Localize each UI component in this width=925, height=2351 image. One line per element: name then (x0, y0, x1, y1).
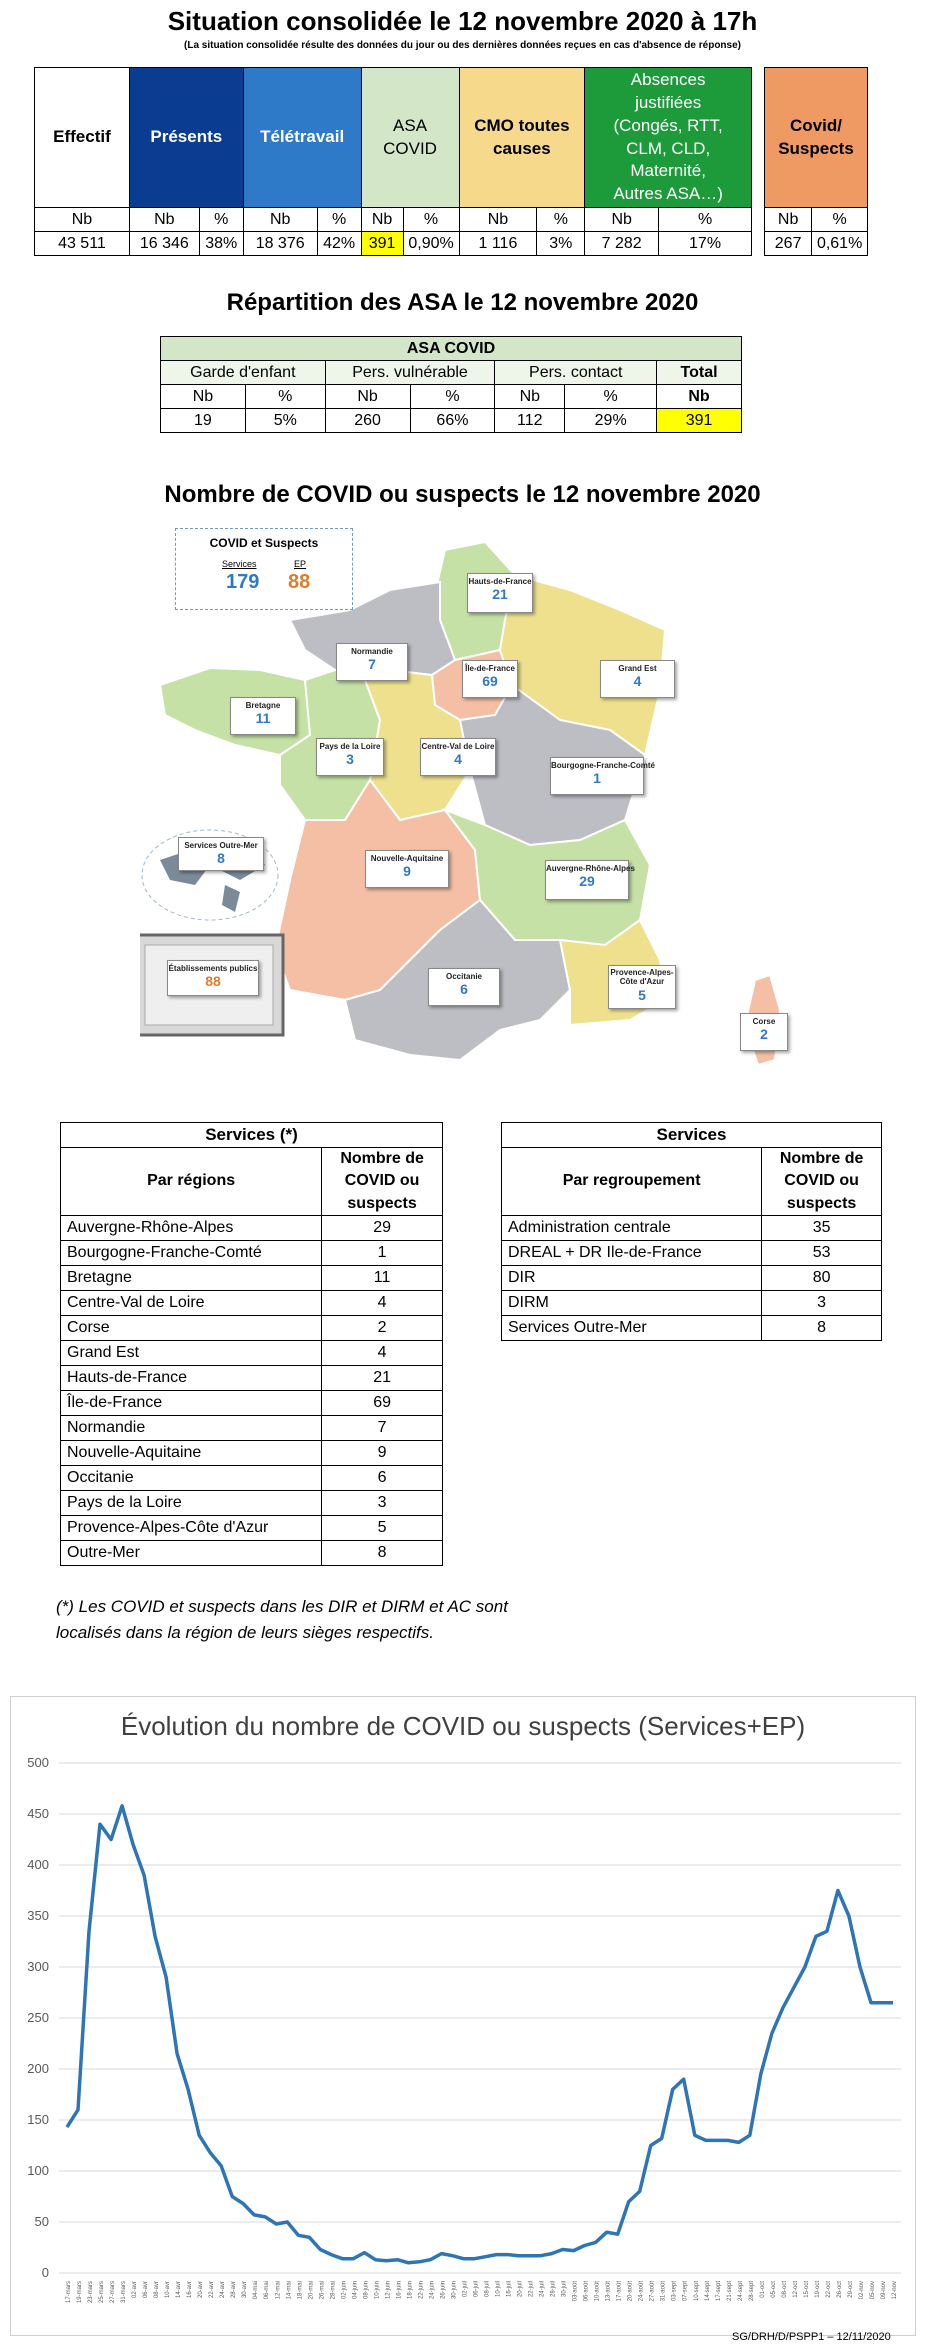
asa-unit-pct: % (565, 385, 657, 409)
row-name: Occitanie (61, 1466, 322, 1491)
row-value: 9 (322, 1441, 443, 1466)
col-par-regions: Par régions (61, 1148, 322, 1216)
footnote: (*) Les COVID et suspects dans les DIR et DIRM et AC sont localisés dans la région de leurs sièges respectifs. (56, 1597, 508, 1643)
x-tick-label: 26-juin (440, 2281, 447, 2300)
x-tick-label: 16-juin (396, 2281, 403, 2300)
table-row (61, 1466, 443, 1491)
row-value: 11 (322, 1266, 443, 1291)
x-tick-label: 10-sept (693, 2281, 700, 2302)
main-subtitle: (La situation consolidée résulte des données du jour ou des dernières données reçues en cas d'absence de réponse) (184, 40, 741, 51)
header-teletravail: Télétravail (243, 68, 361, 208)
asa-table (160, 336, 742, 433)
x-tick-label: 08-avr (154, 2281, 161, 2299)
value-asa-nb: 391 (361, 232, 403, 256)
main-title: Situation consolidée le 12 novembre 2020 à 17h (167, 6, 758, 36)
footer: SG/DRH/D/PSPP1 – 12/11/2020 (732, 2331, 891, 2343)
unit-pct: % (537, 208, 585, 232)
x-tick-label: 10-juin (374, 2281, 381, 2300)
x-tick-label: 19-oct (814, 2281, 821, 2298)
legend-services-value: 179 (226, 571, 260, 593)
value-presents-pct: 38% (199, 232, 243, 256)
x-tick-label: 14-sept (704, 2281, 711, 2302)
y-tick-label: 500 (27, 1755, 49, 1770)
x-tick-label: 07-sept (682, 2281, 689, 2302)
x-tick-label: 14-mai (286, 2281, 293, 2300)
x-tick-label: 10-avr (165, 2281, 172, 2299)
row-value: 8 (762, 1316, 882, 1341)
row-value: 5 (322, 1516, 443, 1541)
x-tick-label: 01-oct (759, 2281, 766, 2298)
value-presents-nb: 16 346 (129, 232, 199, 256)
x-tick-label: 19-mars (77, 2281, 84, 2304)
x-tick-label: 02-juin (341, 2281, 348, 2300)
x-tick-label: 12-mai (275, 2281, 282, 2300)
legend-ep-label: EP (294, 559, 307, 569)
row-name: Pays de la Loire (61, 1491, 322, 1516)
header-effectif: Effectif (35, 68, 130, 208)
y-tick-label: 150 (27, 2112, 49, 2127)
unit-nb: Nb (459, 208, 537, 232)
value-abs-pct: 17% (659, 232, 752, 256)
services-groups-title: Services (502, 1123, 882, 1148)
x-tick-label: 06-juil (473, 2281, 480, 2298)
row-value: 2 (322, 1316, 443, 1341)
x-tick-label: 24-sept (737, 2281, 744, 2302)
label-etablissements-publics: Établissements publics 88 (167, 960, 259, 996)
row-name: Centre-Val de Loire (61, 1291, 322, 1316)
row-value: 1 (322, 1241, 443, 1266)
x-tick-label: 24-août (638, 2281, 645, 2302)
y-tick-label: 400 (27, 1857, 49, 1872)
unit-nb: Nb (585, 208, 659, 232)
label-hauts-de-france: Hauts-de-France 21 (467, 573, 533, 613)
table-row (61, 1216, 443, 1241)
x-tick-label: 25-mars (99, 2281, 106, 2304)
table-row (61, 1441, 443, 1466)
x-tick-label: 20-août (627, 2281, 634, 2302)
asa-col-total: Total (657, 361, 742, 385)
x-tick-label: 28-juil (550, 2281, 557, 2298)
x-tick-label: 30-juil (561, 2281, 568, 2298)
x-tick-label: 24-juin (429, 2281, 436, 2300)
col-nombre-covid: Nombre de COVID ou suspects (322, 1148, 443, 1216)
services-regions-title: Services (*) (61, 1123, 443, 1148)
x-tick-label: 22-juil (528, 2281, 535, 2298)
label-grand-est: Grand Est 4 (600, 660, 675, 698)
table-row (61, 1291, 443, 1316)
row-name: Normandie (61, 1416, 322, 1441)
y-tick-label: 100 (27, 2163, 49, 2178)
header-asa-covid: ASA COVID (361, 68, 459, 208)
row-name: Grand Est (61, 1341, 322, 1366)
x-tick-label: 29-oct (847, 2281, 854, 2298)
unit-nb: Nb (361, 208, 403, 232)
line-chart (11, 1733, 915, 2333)
row-name: Administration centrale (502, 1216, 762, 1241)
table-row (61, 1341, 443, 1366)
legend-services-label: Services (222, 559, 257, 569)
table-row (502, 1241, 882, 1266)
x-tick-label: 16-juil (506, 2281, 513, 2298)
value-effectif: 43 511 (35, 232, 130, 256)
asa-unit-nb: Nb (325, 385, 410, 409)
asa-vuln-pct: 66% (410, 409, 495, 433)
unit-nb: Nb (129, 208, 199, 232)
x-tick-label: 03-sept (671, 2281, 678, 2302)
row-name: Bourgogne-Franche-Comté (61, 1241, 322, 1266)
y-tick-label: 0 (41, 2265, 49, 2280)
services-regions-table (60, 1122, 443, 1566)
covid-suspects-table (764, 67, 868, 256)
asa-unit-nb: Nb (657, 385, 742, 409)
label-bretagne: Bretagne 11 (230, 697, 296, 735)
asa-col-garde: Garde d'enfant (161, 361, 326, 385)
value-covid-pct: 0,61% (812, 232, 868, 256)
x-tick-label: 12-juin (385, 2281, 392, 2300)
table-row (502, 1316, 882, 1341)
asa-unit-nb: Nb (495, 385, 565, 409)
label-nouvelle-aquitaine: Nouvelle-Aquitaine 9 (365, 850, 449, 888)
x-tick-label: 05-oct (770, 2281, 777, 2298)
chart-container (10, 1696, 916, 2336)
y-tick-label: 350 (27, 1908, 49, 1923)
x-tick-label: 21-sept (726, 2281, 733, 2302)
asa-header: ASA COVID (161, 337, 742, 361)
table-row (61, 1516, 443, 1541)
row-value: 3 (322, 1491, 443, 1516)
x-tick-label: 31-mars (121, 2281, 128, 2304)
x-tick-label: 24-juil (539, 2281, 546, 2298)
table-row (61, 1241, 443, 1266)
x-tick-label: 28-avr (231, 2281, 238, 2299)
asa-col-vulnerable: Pers. vulnérable (325, 361, 495, 385)
table-row (61, 1266, 443, 1291)
x-tick-label: 30-juin (451, 2281, 458, 2300)
x-tick-label: 18-juin (407, 2281, 414, 2300)
row-value: 4 (322, 1291, 443, 1316)
label-ile-de-france: Île-de-France 69 (462, 660, 518, 698)
header-absences: Absences justifiées (Congés, RTT, CLM, CLD, Maternité, Autres ASA…) (585, 68, 752, 208)
col-par-regroupement: Par regroupement (502, 1148, 762, 1216)
header-covid-suspects: Covid/ Suspects (765, 68, 868, 208)
value-cmo-pct: 3% (537, 232, 585, 256)
label-normandie: Normandie 7 (336, 643, 408, 681)
y-tick-label: 300 (27, 1959, 49, 1974)
asa-title: Répartition des ASA le 12 novembre 2020 (226, 289, 699, 316)
legend-ep-value: 88 (288, 571, 311, 593)
label-occitanie: Occitanie 6 (428, 968, 500, 1006)
y-tick-label: 250 (27, 2010, 49, 2025)
chart-title: Évolution du nombre de COVID ou suspects (Services+EP) (120, 1711, 806, 1741)
row-name: Île-de-France (61, 1391, 322, 1416)
label-services-outre-mer: Services Outre-Mer 8 (178, 837, 264, 871)
x-tick-label: 28-mai (330, 2281, 337, 2300)
label-auvergne-rhone-alpes: Auvergne-Rhône-Alpes 29 (545, 860, 629, 900)
asa-garde-pct: 5% (245, 409, 325, 433)
value-cmo-nb: 1 116 (459, 232, 537, 256)
x-tick-label: 22-avr (209, 2281, 216, 2299)
table-row (61, 1541, 443, 1566)
x-tick-label: 20-mai (308, 2281, 315, 2300)
row-name: DREAL + DR Ile-de-France (502, 1241, 762, 1266)
unit-pct: % (403, 208, 459, 232)
x-tick-label: 28-sept (748, 2281, 755, 2302)
row-value: 35 (762, 1216, 882, 1241)
x-tick-label: 26-mai (319, 2281, 326, 2300)
asa-contact-pct: 29% (565, 409, 657, 433)
asa-unit-nb: Nb (161, 385, 246, 409)
asa-unit-pct: % (410, 385, 495, 409)
label-corse: Corse 2 (740, 1013, 788, 1051)
map-legend (175, 528, 353, 610)
asa-garde-nb: 19 (161, 409, 246, 433)
row-name: Corse (61, 1316, 322, 1341)
x-tick-label: 05-nov (869, 2281, 876, 2300)
row-value: 8 (322, 1541, 443, 1566)
legend-title: COVID et Suspects (209, 536, 319, 550)
value-tele-nb: 18 376 (243, 232, 317, 256)
x-tick-label: 10-juil (495, 2281, 502, 2298)
row-name: Bretagne (61, 1266, 322, 1291)
y-tick-label: 450 (27, 1806, 49, 1821)
x-tick-label: 02-avr (132, 2281, 139, 2299)
row-value: 3 (762, 1291, 882, 1316)
unit-pct: % (812, 208, 868, 232)
row-name: DIR (502, 1266, 762, 1291)
x-tick-label: 02-nov (858, 2281, 865, 2300)
x-tick-label: 14-avr (176, 2281, 183, 2299)
unit-nb: Nb (35, 208, 130, 232)
x-tick-label: 06-août (583, 2281, 590, 2302)
table-row (61, 1491, 443, 1516)
x-tick-label: 04-mai (253, 2281, 260, 2300)
row-name: Nouvelle-Aquitaine (61, 1441, 322, 1466)
value-covid-nb: 267 (765, 232, 812, 256)
x-tick-label: 16-avr (187, 2281, 194, 2299)
table-row (502, 1291, 882, 1316)
row-value: 4 (322, 1341, 443, 1366)
table-row (61, 1316, 443, 1341)
x-tick-label: 24-avr (220, 2281, 227, 2299)
row-name: Services Outre-Mer (502, 1316, 762, 1341)
asa-unit-pct: % (245, 385, 325, 409)
x-tick-label: 08-juil (484, 2281, 491, 2298)
x-tick-label: 20-juil (517, 2281, 524, 2298)
label-pays-de-la-loire: Pays de la Loire 3 (316, 738, 384, 776)
x-tick-label: 31-août (660, 2281, 667, 2302)
row-name: Outre-Mer (61, 1541, 322, 1566)
row-value: 69 (322, 1391, 443, 1416)
asa-vuln-nb: 260 (325, 409, 410, 433)
row-value: 7 (322, 1416, 443, 1441)
asa-total-nb: 391 (657, 409, 742, 433)
row-name: Auvergne-Rhône-Alpes (61, 1216, 322, 1241)
row-value: 80 (762, 1266, 882, 1291)
x-tick-label: 09-nov (880, 2281, 887, 2300)
y-tick-label: 200 (27, 2061, 49, 2076)
table-row (502, 1266, 882, 1291)
table-row (502, 1216, 882, 1241)
label-provence-alpes-cote-dazur: Provence-Alpes-Côte d'Azur 5 (608, 965, 676, 1009)
table-row (61, 1391, 443, 1416)
table-row (61, 1366, 443, 1391)
unit-nb: Nb (765, 208, 812, 232)
asa-contact-nb: 112 (495, 409, 565, 433)
label-bourgogne-franche-comte: Bourgogne-Franche-Comté 1 (550, 757, 644, 795)
series-line (67, 1806, 893, 2263)
x-tick-label: 20-avr (198, 2281, 205, 2299)
map-title: Nombre de COVID ou suspects le 12 novembre 2020 (164, 481, 761, 508)
x-tick-label: 17-mars (66, 2281, 72, 2304)
value-asa-pct: 0,90% (403, 232, 459, 256)
x-tick-label: 27-mars (110, 2281, 117, 2304)
x-tick-label: 22-oct (825, 2281, 832, 2298)
x-tick-label: 06-mai (264, 2281, 271, 2300)
row-value: 53 (762, 1241, 882, 1266)
x-tick-label: 13-août (605, 2281, 612, 2302)
services-groups-table (501, 1122, 882, 1341)
x-tick-label: 08-juin (363, 2281, 370, 2300)
unit-nb: Nb (243, 208, 317, 232)
row-value: 21 (322, 1366, 443, 1391)
row-name: Hauts-de-France (61, 1366, 322, 1391)
x-tick-label: 02-juil (462, 2281, 469, 2298)
x-tick-label: 18-mai (297, 2281, 304, 2300)
value-abs-nb: 7 282 (585, 232, 659, 256)
row-name: DIRM (502, 1291, 762, 1316)
row-name: Provence-Alpes-Côte d'Azur (61, 1516, 322, 1541)
x-tick-label: 12-nov (892, 2281, 898, 2300)
label-centre-val-de-loire: Centre-Val de Loire 4 (420, 738, 496, 776)
header-presents: Présents (129, 68, 243, 208)
asa-col-contact: Pers. contact (495, 361, 657, 385)
x-tick-label: 06-avr (143, 2281, 150, 2299)
unit-pct: % (659, 208, 752, 232)
x-tick-label: 04-juin (352, 2281, 359, 2300)
table-row (61, 1416, 443, 1441)
x-tick-label: 17-sept (715, 2281, 722, 2302)
situation-table (34, 67, 752, 256)
col-nombre-covid: Nombre de COVID ou suspects (762, 1148, 882, 1216)
x-tick-label: 08-oct (781, 2281, 788, 2298)
x-tick-label: 30-avr (242, 2281, 249, 2299)
x-tick-label: 23-mars (88, 2281, 95, 2304)
x-tick-label: 26-oct (836, 2281, 843, 2298)
row-value: 29 (322, 1216, 443, 1241)
header-cmo: CMO toutes causes (459, 68, 585, 208)
unit-pct: % (317, 208, 361, 232)
x-tick-label: 17-août (616, 2281, 623, 2302)
x-tick-label: 22-juin (418, 2281, 425, 2300)
x-tick-label: 12-oct (792, 2281, 799, 2298)
x-tick-label: 03-août (572, 2281, 579, 2302)
x-tick-label: 10-août (594, 2281, 601, 2302)
x-tick-label: 27-août (649, 2281, 656, 2302)
unit-pct: % (199, 208, 243, 232)
row-value: 6 (322, 1466, 443, 1491)
x-tick-label: 15-oct (803, 2281, 810, 2298)
y-tick-label: 50 (34, 2214, 49, 2229)
value-tele-pct: 42% (317, 232, 361, 256)
